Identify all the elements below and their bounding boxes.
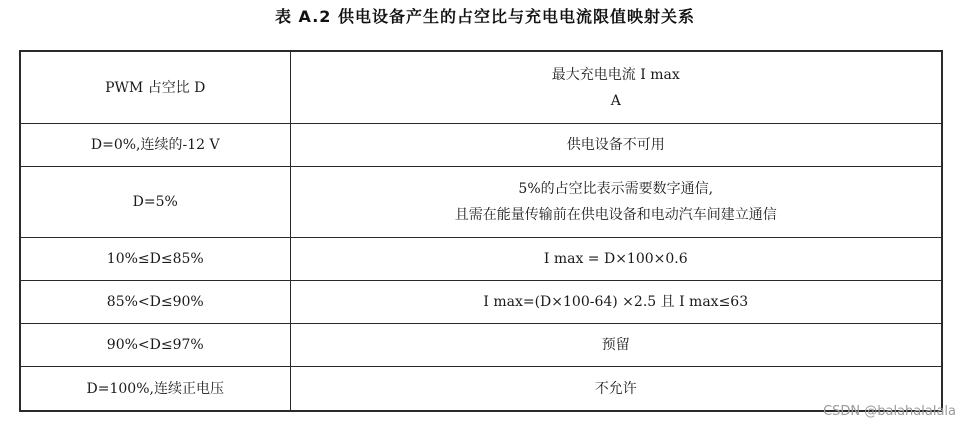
table-title: 表 A.2 供电设备产生的占空比与充电电流限值映射关系	[274, 7, 696, 26]
duty-cycle-cell: 85%<D≤90%	[20, 281, 290, 324]
current-limit-line: 5%的占空比表示需要数字通信,	[518, 181, 714, 197]
current-limit-cell	[290, 167, 942, 238]
header-max-current	[290, 51, 942, 124]
table-header-row	[20, 51, 942, 124]
table-row	[20, 281, 942, 324]
duty-cycle-cell: D=0%,连续的-12 V	[20, 124, 290, 167]
duty-cycle-cell: 10%≤D≤85%	[20, 238, 290, 281]
current-limit-line: 且需在能量传输前在供电设备和电动汽车间建立通信	[454, 207, 777, 223]
header-duty-cycle	[20, 51, 290, 124]
table-row	[20, 324, 942, 367]
header-max-current-unit: A	[610, 92, 621, 109]
duty-cycle-cell: D=5%	[20, 167, 290, 238]
table-row	[20, 124, 942, 167]
current-limit-cell: I max = D×100×0.6	[290, 238, 942, 281]
duty-cycle-cell: 90%<D≤97%	[20, 324, 290, 367]
current-limit-cell: I max=(D×100-64) ×2.5 且 I max≤63	[290, 281, 942, 324]
table-row	[20, 167, 942, 238]
duty-cycle-cell: D=100%,连续正电压	[20, 367, 290, 412]
header-duty-cycle-label: PWM 占空比 D	[105, 79, 206, 96]
duty-cycle-table	[19, 50, 943, 412]
current-limit-cell: 不允许	[290, 367, 942, 412]
table-row	[20, 238, 942, 281]
current-limit-cell: 供电设备不可用	[290, 124, 942, 167]
table-row	[20, 367, 942, 412]
current-limit-cell: 预留	[290, 324, 942, 367]
header-max-current-label: 最大充电电流 I max	[551, 66, 680, 83]
watermark: CSDN @balahalalala	[823, 404, 956, 419]
